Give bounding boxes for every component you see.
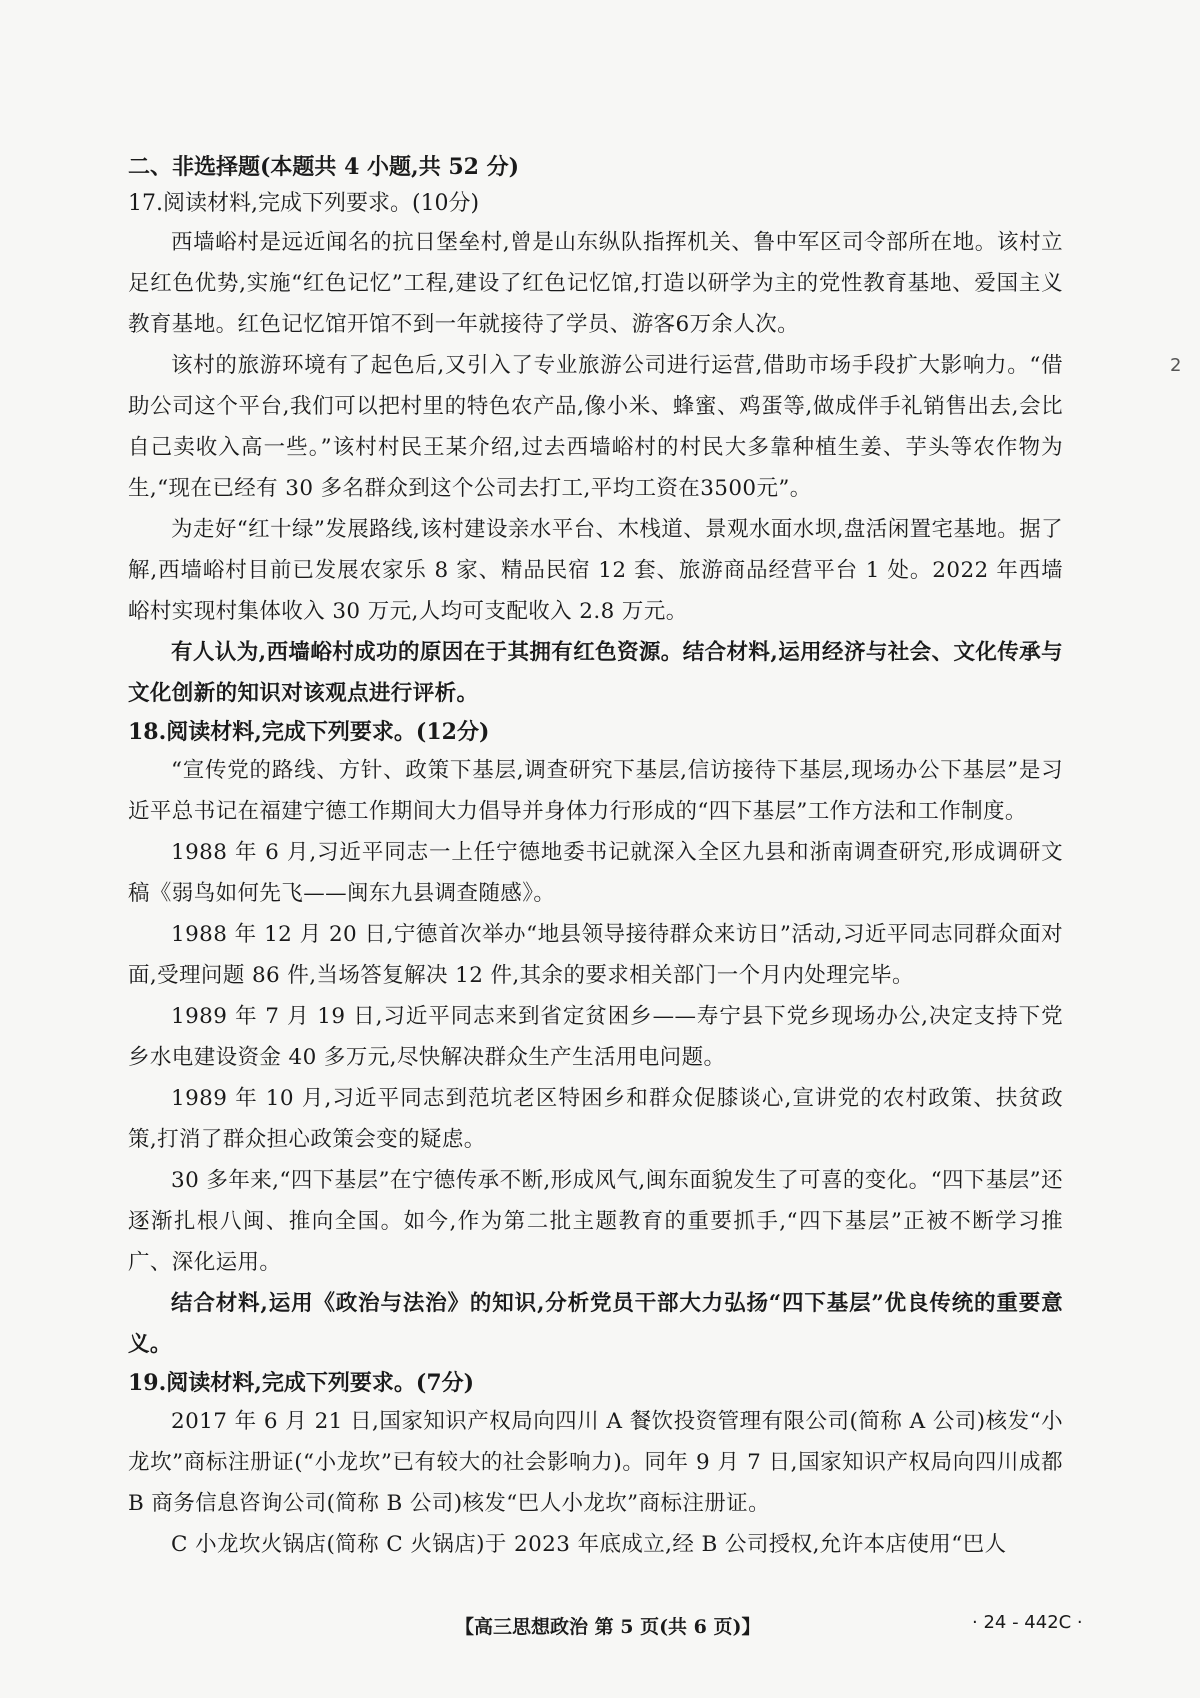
section-title: 二、非选择题(本题共 4 小题,共 52 分): [128, 154, 520, 180]
question-17: [128, 186, 1063, 714]
question-18-paragraph: 1989 年 7 月 19 日,习近平同志来到省定贫困乡——寿宁县下党乡现场办公,决定支持下党乡水电建设资金 40 多万元,尽快解决群众生产生活用电问题。: [128, 1004, 1063, 1070]
question-17-paragraph: 为走好“红十绿”发展路线,该村建设亲水平台、木栈道、景观水面水坝,盘活闲置宅基地。据了解,西墙峪村目前已发展农家乐 8 家、精品民宿 12 套、旅游商品经营平台 1 处。2022 年西墙峪村实现村集体收入 30 万元,人均可支配收入 2.8 万元。: [128, 517, 1063, 624]
question-17-paragraph: 西墙峪村是远近闻名的抗日堡垒村,曾是山东纵队指挥机关、鲁中军区司令部所在地。该村立足红色优势,实施“红色记忆”工程,建设了红色记忆馆,打造以研学为主的党性教育基地、爱国主义教育基地。红色记忆馆开馆不到一年就接待了学员、游客6万余人次。: [128, 230, 1063, 337]
question-17-paragraph: 该村的旅游环境有了起色后,又引入了专业旅游公司进行运营,借助市场手段扩大影响力。“借助公司这个平台,我们可以把村里的特色农产品,像小米、蜂蜜、鸡蛋等,做成伴手礼销售出去,会比自己卖收入高一些。”该村村民王某介绍,过去西墙峪村的村民大多靠种植生姜、芋头等农作物为生,“现在已经有 30 多名群众到这个公司去打工,平均工资在3500元”。: [128, 353, 1063, 501]
question-18: [128, 714, 1063, 1365]
question-18-prompt: 结合材料,运用《政治与法治》的知识,分析党员干部大力弘扬“四下基层”优良传统的重要意义。: [128, 1291, 1063, 1357]
question-17-prompt: 有人认为,西墙峪村成功的原因在于其拥有红色资源。结合材料,运用经济与社会、文化传承与文化创新的知识对该观点进行评析。: [128, 640, 1063, 706]
page-content: [128, 150, 1063, 1565]
question-18-paragraph: 1989 年 10 月,习近平同志到范坑老区特困乡和群众促膝谈心,宣讲党的农村政策、扶贫政策,打消了群众担心政策会变的疑虑。: [128, 1086, 1063, 1152]
question-18-paragraph: 1988 年 12 月 20 日,宁德首次举办“地县领导接待群众来访日”活动,习近平同志同群众面对面,受理问题 86 件,当场答复解决 12 件,其余的要求相关部门一个月内处理完毕。: [128, 922, 1063, 988]
question-19-paragraph: 2017 年 6 月 21 日,国家知识产权局向四川 A 餐饮投资管理有限公司(简称 A 公司)核发“小龙坎”商标注册证(“小龙坎”已有较大的社会影响力)。同年 9 月 7 日,国家知识产权局向四川成都 B 商务信息咨询公司(简称 B 公司)核发“巴人小龙坎”商标注册证。: [128, 1409, 1063, 1516]
question-18-header: 18.阅读材料,完成下列要求。(12分): [128, 719, 490, 745]
footer-exam-code: · 24 - 442C ·: [972, 1612, 1083, 1633]
question-18-paragraph: 30 多年来,“四下基层”在宁德传承不断,形成风气,闽东面貌发生了可喜的变化。“四下基层”还逐渐扎根八闽、推向全国。如今,作为第二批主题教育的重要抓手,“四下基层”正被不断学习推广、深化运用。: [128, 1168, 1063, 1275]
footer-page-label: 【高三思想政治 第 5 页(共 6 页)】: [455, 1616, 761, 1638]
page-footer: [0, 1612, 1200, 1642]
question-19: [128, 1365, 1063, 1565]
question-17-header: 17.阅读材料,完成下列要求。(10分): [128, 191, 480, 216]
question-18-paragraph: 1988 年 6 月,习近平同志一上任宁德地委书记就深入全区九县和浙南调查研究,形成调研文稿《弱鸟如何先飞——闽东九县调查随感》。: [128, 840, 1063, 906]
question-19-paragraph: C 小龙坎火锅店(简称 C 火锅店)于 2023 年底成立,经 B 公司授权,允许本店使用“巴人: [171, 1532, 1007, 1557]
question-19-header: 19.阅读材料,完成下列要求。(7分): [128, 1370, 475, 1396]
question-18-paragraph: “宣传党的路线、方针、政策下基层,调查研究下基层,信访接待下基层,现场办公下基层”是习近平总书记在福建宁德工作期间大力倡导并身体力行形成的“四下基层”工作方法和工作制度。: [128, 758, 1063, 824]
margin-mark: 2: [1170, 355, 1182, 376]
